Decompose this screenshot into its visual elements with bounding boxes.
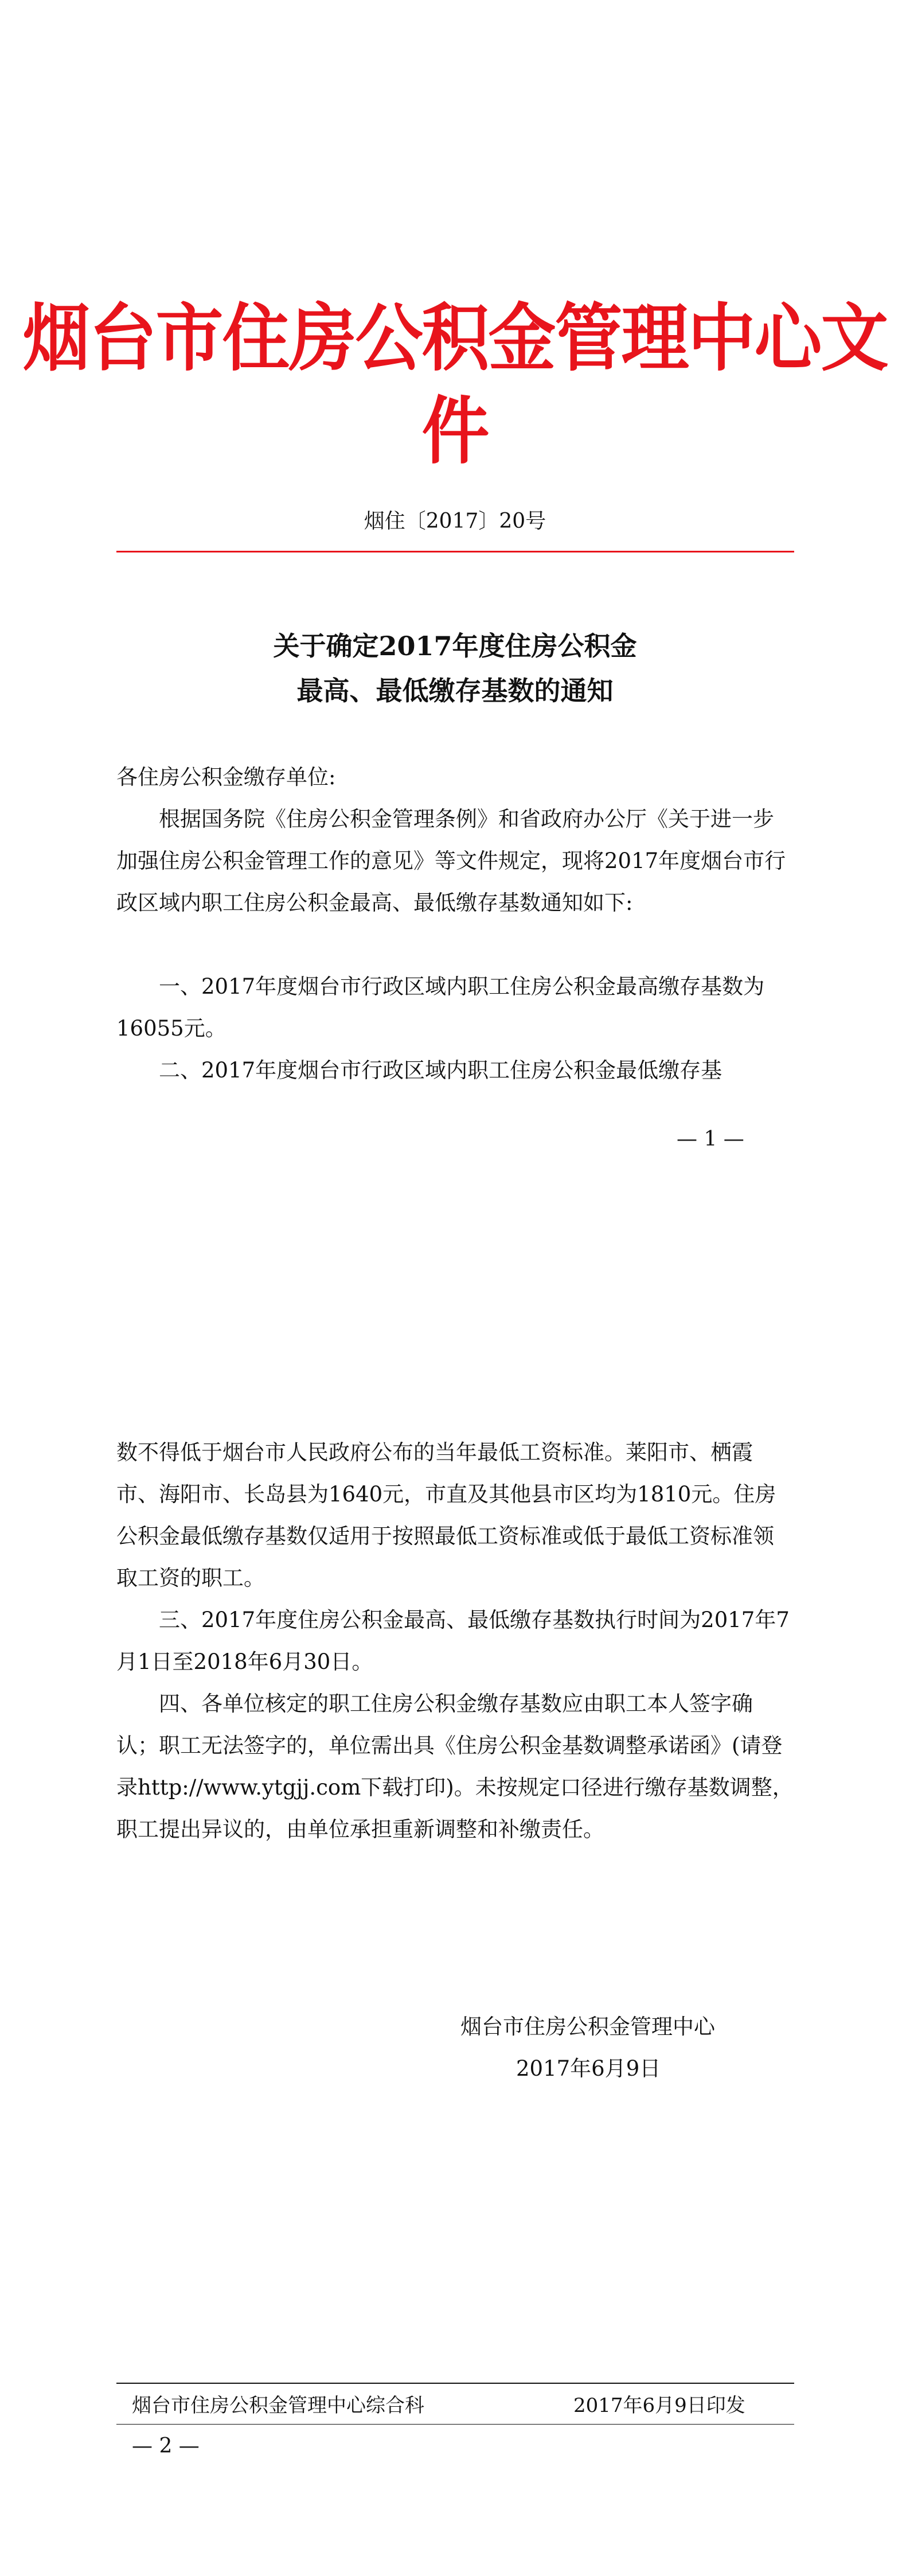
paragraph-item-2-start: 二、2017年度烟台市行政区域内职工住房公积金最低缴存基: [159, 1058, 722, 1083]
paragraph-item-2-cont: 数不得低于烟台市人民政府公布的当年最低工资标准。莱阳市、栖霞市、海阳市、长岛县为1640元，市直及其他县市区均为1810元。住房公积金最低缴存基数仅适用于按照最低工资标准或低于最低工资标准领取工资的职工。: [116, 1440, 776, 1590]
footer-issue-date: 2017年6月9日印发: [573, 2394, 745, 2417]
document-header-title: 烟台市住房公积金管理中心文件: [22, 295, 888, 474]
signature-date: 2017年6月9日: [516, 2056, 661, 2081]
page-number-2: — 2 —: [132, 2434, 200, 2458]
paragraph-item-3: 三、2017年度住房公积金最高、最低缴存基数执行时间为2017年7月1日至2018年6月30日。: [116, 1608, 790, 1674]
signature-org: 烟台市住房公积金管理中心: [460, 2014, 715, 2039]
paragraph-item-1: 一、2017年度烟台市行政区域内职工住房公积金最高缴存基数为16055元。: [116, 974, 765, 1041]
footer-issuer: 烟台市住房公积金管理中心综合科: [132, 2394, 424, 2417]
footer-bottom-rule: [116, 2424, 794, 2425]
footer-top-rule: [116, 2383, 794, 2384]
red-divider: [116, 551, 794, 552]
page-number-1: — 1 —: [677, 1127, 744, 1151]
document-number: 烟住〔2017〕20号: [364, 509, 546, 533]
paragraph-item-4: 四、各单位核定的职工住房公积金缴存基数应由职工本人签字确认；职工无法签字的，单位需出具《住房公积金基数调整承诺函》(请登录http://www.ytgjj.com下载打印)。未按规定口径进行缴存基数调整，职工提出异议的，由单位承担重新调整和补缴责任。: [116, 1691, 794, 1842]
notice-title-line2: 最高、最低缴存基数的通知: [296, 675, 614, 706]
addressee: 各住房公积金缴存单位:: [116, 765, 336, 789]
paragraph-intro: 根据国务院《住房公积金管理条例》和省政府办公厅《关于进一步加强住房公积金管理工作的意见》等文件规定，现将2017年度烟台市行政区域内职工住房公积金最高、最低缴存基数通知如下:: [116, 807, 786, 915]
notice-title-line1: 关于确定2017年度住房公积金: [273, 631, 637, 661]
